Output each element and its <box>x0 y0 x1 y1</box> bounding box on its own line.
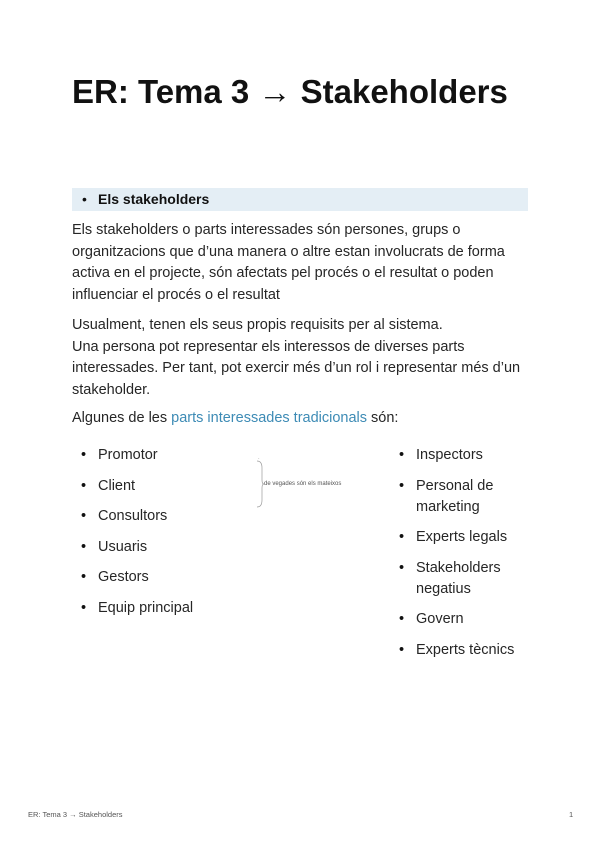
page-title: ER: Tema 3 → Stakeholders <box>72 73 508 110</box>
list-item-label: Personal de marketing <box>416 477 494 515</box>
bullet-icon: • <box>81 477 87 494</box>
bullet-icon: • <box>81 569 87 586</box>
paragraph-requirements-line2: Una persona pot representar els interessos de diverses parts interessades. Per tant, pot exercir més d’un rol i representar més d’un stakeholder. <box>72 338 521 398</box>
intro-text-after: són: <box>367 410 399 426</box>
annotation-note: de vegades són els mateixos <box>264 481 342 487</box>
list-item <box>72 506 252 527</box>
list-item <box>390 640 540 661</box>
paragraph-definition: Els stakeholders o parts interessades són persones, grups o organitzacions que d’una manera o altre estan involucrats de forma activa en el projecte, són afectats pel procés o el resultat o poden influenciar el procés o el resultat <box>72 222 505 303</box>
list-item <box>390 445 540 466</box>
list-item-label: Experts tècnics <box>416 641 515 658</box>
list-item <box>390 476 540 518</box>
paragraph-requirements-line1: Usualment, tenen els seus propis requisits per al sistema. <box>72 317 443 333</box>
list-item-label: Govern <box>416 611 464 627</box>
curly-brace-icon <box>256 460 264 508</box>
bullet-icon: • <box>81 447 87 463</box>
list-item-label: Promotor <box>98 447 158 463</box>
bullet-icon: • <box>399 477 405 494</box>
list-item-label: Consultors <box>98 508 168 525</box>
list-item-label: Inspectors <box>416 447 483 463</box>
list-item-label: Stakeholders negatius <box>416 559 501 597</box>
bullet-icon: • <box>399 529 405 545</box>
list-item-label: Usuaris <box>98 538 148 555</box>
bullet-icon: • <box>399 641 405 658</box>
paragraph-intro-list <box>72 408 532 430</box>
bullet-icon: • <box>82 191 87 207</box>
list-item <box>72 598 252 619</box>
stakeholders-list-left <box>72 445 252 629</box>
list-item <box>72 537 252 558</box>
list-item <box>72 476 252 497</box>
bullet-icon: • <box>81 538 87 555</box>
footer-title: ER: Tema 3 → Stakeholders <box>28 810 123 819</box>
bullet-icon: • <box>399 611 405 627</box>
stakeholders-list-right <box>390 445 540 670</box>
section-heading: Els stakeholders <box>98 191 210 207</box>
list-item-label: Equip principal <box>98 599 194 616</box>
list-item-label: Client <box>98 477 136 494</box>
list-item <box>72 445 252 466</box>
intro-text-before: Algunes de les <box>72 410 172 426</box>
list-item <box>72 567 252 588</box>
bullet-icon: • <box>399 559 405 576</box>
list-item <box>390 558 540 600</box>
list-item-label: Gestors <box>98 569 149 586</box>
section-heading-block <box>72 188 528 211</box>
page-number: 1 <box>569 810 574 819</box>
annotation-mark: · <box>258 456 260 462</box>
list-item-label: Experts legals <box>416 529 508 545</box>
traditional-stakeholders-link[interactable]: parts interessades tradicionals <box>171 410 368 426</box>
bullet-icon: • <box>81 599 87 616</box>
paragraph-requirements <box>72 315 532 401</box>
list-item <box>390 527 540 548</box>
bullet-icon: • <box>81 508 87 525</box>
bullet-icon: • <box>399 447 405 463</box>
list-item <box>390 609 540 630</box>
